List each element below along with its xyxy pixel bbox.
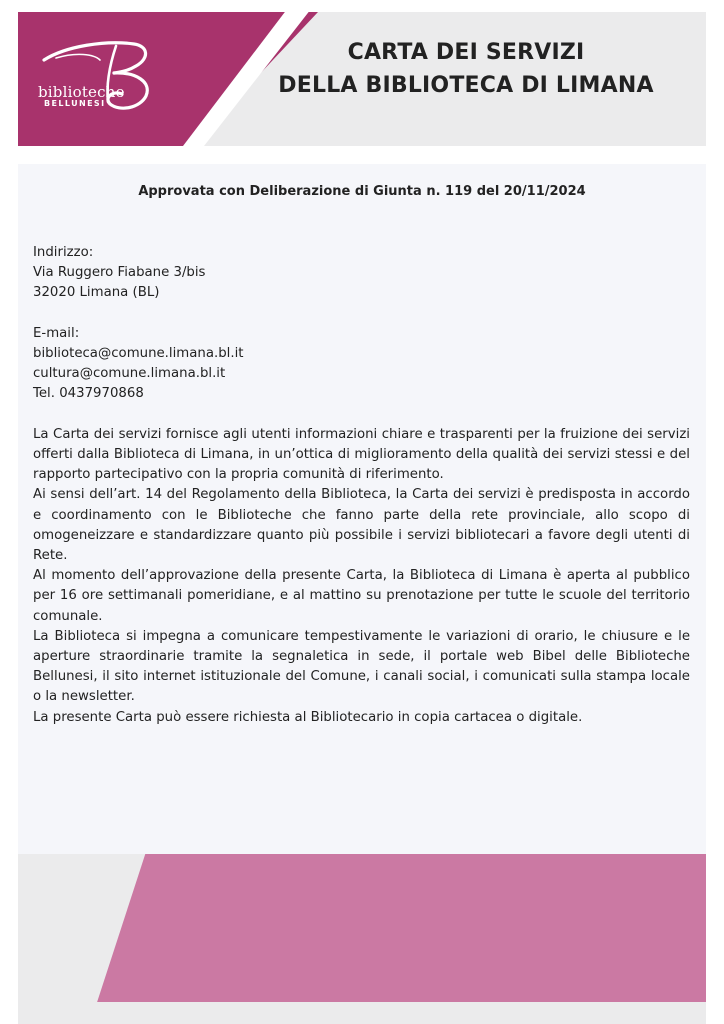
logo-subtitle: BELLUNESI bbox=[44, 99, 106, 108]
page-title-line2: DELLA BIBLIOTECA DI LIMANA bbox=[278, 73, 654, 98]
page-title-line1: CARTA DEI SERVIZI bbox=[347, 40, 585, 65]
email-biblioteca: biblioteca@comune.limana.bl.it bbox=[33, 346, 244, 361]
logo-wordmark: biblioteche bbox=[38, 83, 125, 101]
document-body bbox=[33, 243, 690, 728]
approval-statement: Approvata con Deliberazione di Giunta n. 119 del 20/11/2024 bbox=[138, 184, 586, 199]
paragraph-copy-request: La presente Carta può essere richiesta al Bibliotecario in copia cartacea o digitale. bbox=[33, 709, 583, 725]
email-label: E-mail: bbox=[33, 325, 80, 341]
email-cultura: cultura@comune.limana.bl.it bbox=[33, 366, 226, 382]
phone-number: Tel. 0437970868 bbox=[33, 386, 144, 402]
address-city: 32020 Limana (BL) bbox=[33, 285, 160, 301]
address-street: Via Ruggero Fiabane 3/bis bbox=[33, 265, 206, 281]
paragraph-opening-hours: Al momento dell’approvazione della presente Carta, la Biblioteca di Limana è aperta al pubblico per 16 ore settimanali pomeridiane, e al mattino su prenotazione per tutte le scuole del territorio comunale. bbox=[33, 568, 690, 624]
paragraph-communications: La Biblioteca si impegna a comunicare tempestivamente le variazioni di orario, le chiusure e le aperture straordinarie tramite la segnaletica in sede, il portale web Bibel delle Biblioteche Bellunesi, il sito internet istituzionale del Comune, i canali social, i comunicati sulla stampa locale o la newsletter. bbox=[33, 628, 690, 705]
paragraph-purpose: La Carta dei servizi fornisce agli utenti informazioni chiare e trasparenti per la fruizione dei servizi offerti dalla Biblioteca di Limana, in un’ottica di miglioramento della qualità dei servizi stessi e del rapporto partecipativo con la propria comunità di riferimento. bbox=[33, 426, 690, 483]
paragraph-regulation: Ai sensi dell’art. 14 del Regolamento della Biblioteca, la Carta dei servizi è predisposta in accordo e coordinamento con le Biblioteche che fanno parte della rete provinciale, allo scopo di omogeneizzare e standardizzare quanto più possibile i servizi bibliotecari a favore degli utenti di Rete. bbox=[33, 487, 690, 564]
address-label: Indirizzo: bbox=[33, 245, 94, 260]
page-title bbox=[266, 36, 666, 102]
